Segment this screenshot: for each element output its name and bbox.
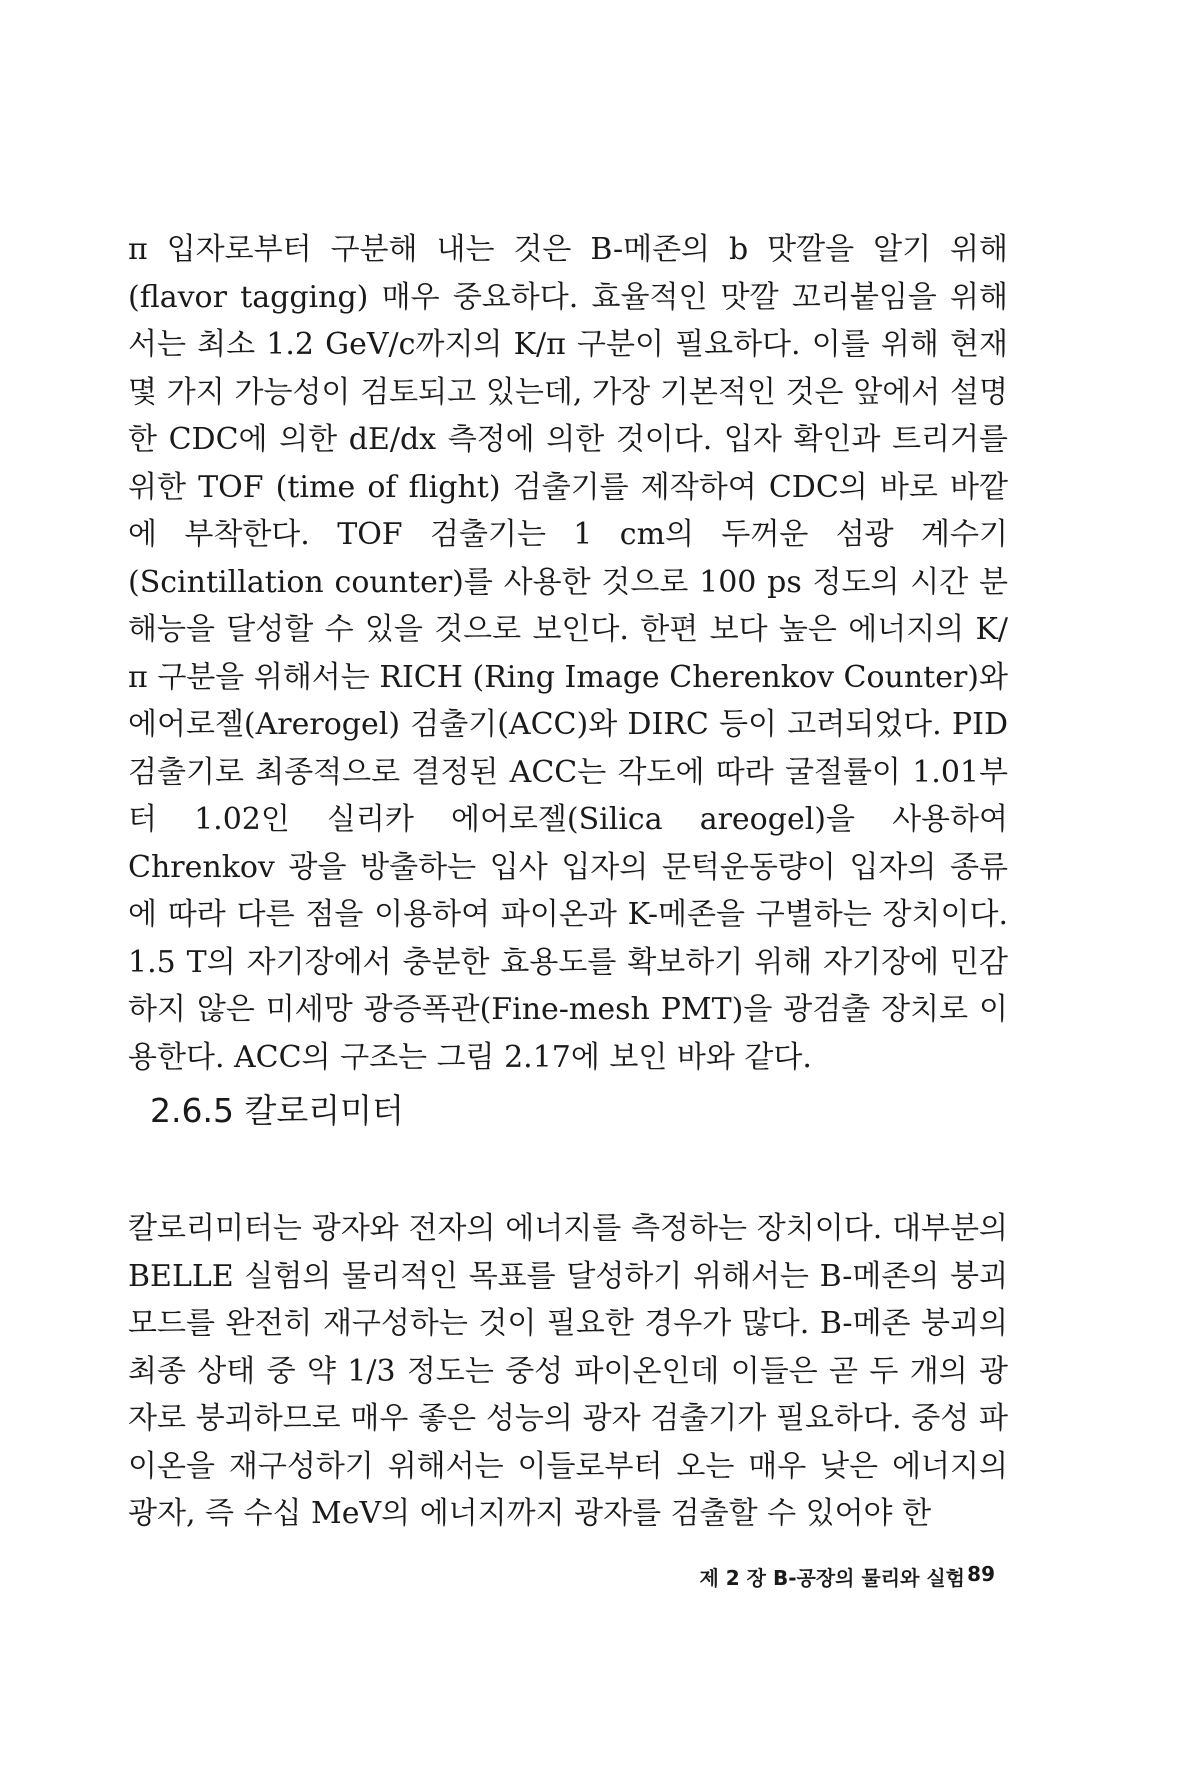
body-paragraph-2 [128, 1205, 1008, 1538]
page-number: 89 [967, 1562, 995, 1586]
section-heading [150, 1085, 404, 1132]
body-paragraph-1 [128, 226, 1008, 1081]
paragraph-text: π 입자로부터 구분해 내는 것은 B-메존의 b 맛깔을 알기 위해(flavor tagging) 매우 중요하다. 효율적인 맛깔 꼬리붙임을 위해서는 최소 1.2 GeV/c까지의 K/π 구분이 필요하다. 이를 위해 현재 몇 가지 가능성이 검토되고 있는데, 가장 기본적인 것은 앞에서 설명한 CDC에 의한 dE/dx 측정에 의한 것이다. 입자 확인과 트리거를 위한 TOF (time of flight) 검출기를 제작하여 CDC의 바로 바깥에 부착한다. TOF 검출기는 1 cm의 두꺼운 섬광 계수기(Scintillation counter)를 사용한 것으로 100 ps 정도의 시간 분해능을 달성할 수 있을 것으로 보인다. 한편 보다 높은 에너지의 K/π 구분을 위해서는 RICH (Ring Image Cherenkov Counter)와 에어로젤(Arerogel) 검출기(ACC)와 DIRC 등이 고려되었다. PID 검출기로 최종적으로 결정된 ACC는 각도에 따라 굴절률이 1.01부터 1.02인 실리카 에어로젤(Silica areogel)을 사용하여 Chrenkov 광을 방출하는 입사 입자의 문턱운동량이 입자의 종류에 따라 다른 점을 이용하여 파이온과 K-메존을 구별하는 장치이다. 1.5 T의 자기장에서 충분한 효용도를 확보하기 위해 자기장에 민감하지 않은 미세망 광증폭관(Fine-mesh PMT)을 광검출 장치로 이용한다. ACC의 구조는 그림 2.17에 보인 바와 같다. [128, 232, 1008, 1075]
running-title: 제 2 장 B-공장의 물리와 실험 [699, 1566, 965, 1590]
section-title: 칼로리미터 [244, 1091, 404, 1130]
paragraph-text: 칼로리미터는 광자와 전자의 에너지를 측정하는 장치이다. 대부분의 BELLE 실험의 물리적인 목표를 달성하기 위해서는 B-메존의 붕괴 모드를 완전히 재구성하는 것이 필요한 경우가 많다. B-메존 붕괴의 최종 상태 중 약 1/3 정도는 중성 파이온인데 이들은 곧 두 개의 광자로 붕괴하므로 매우 좋은 성능의 광자 검출기가 필요하다. 중성 파이온을 재구성하기 위해서는 이들로부터 오는 매우 낮은 에너지의 광자, 즉 수십 MeV의 에너지까지 광자를 검출할 수 있어야 한 [128, 1211, 1008, 1531]
section-number: 2.6.5 [150, 1091, 234, 1130]
